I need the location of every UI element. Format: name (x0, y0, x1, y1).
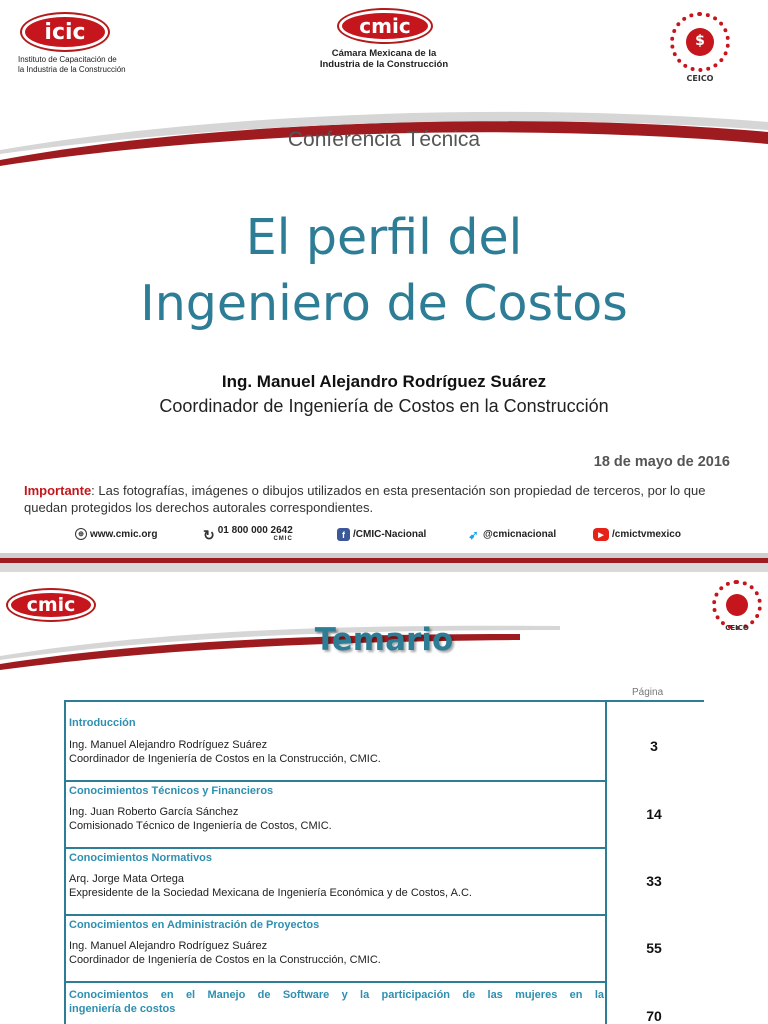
facebook-icon: f (337, 528, 350, 541)
phone-contact[interactable] (203, 526, 293, 544)
notice-label: Importante (24, 483, 92, 498)
author-role: Coordinador de Ingeniería de Costos en la Construcción (159, 396, 609, 416)
icic-logo (20, 12, 110, 52)
row-page: 33 (646, 873, 662, 889)
row-presenter: Ing. Manuel Alejandro Rodríguez Suárez (69, 739, 268, 751)
row-section: Introducción (69, 717, 136, 729)
twitter-link: @cmicnacional (483, 529, 557, 540)
row-section-line1: Conocimientos en el Manejo de Software y la participación de las mujeres en la (69, 989, 604, 1001)
table-row[interactable] (64, 700, 704, 780)
row-section-line2: ingeniería de costos (69, 1003, 176, 1015)
phone-number: 01 800 000 2642 (217, 525, 293, 536)
row-presenter: Ing. Manuel Alejandro Rodríguez Suárez (69, 940, 268, 952)
cmic-logo (337, 8, 433, 44)
presentation-date: 18 de mayo de 2016 (593, 454, 730, 470)
row-page: 3 (650, 738, 658, 754)
table-row[interactable] (64, 847, 704, 914)
table-row[interactable] (64, 780, 704, 847)
ceico-small-caption: CEICO (725, 624, 749, 632)
ceico-caption: CEICO (686, 74, 714, 83)
notice-text: : Las fotografías, imágenes o dibujos utilizados en esta presentación son propiedad de terceros, por lo que quedan protegidos los derechos autorales correspondientes. (24, 483, 706, 515)
phone-icon: ↻ (203, 526, 215, 543)
icic-caption (18, 55, 126, 75)
agenda-table (64, 700, 704, 1024)
phone-block (218, 526, 293, 544)
row-position: Expresidente de la Sociedad Mexicana de Ingeniería Económica y de Costos, A.C. (69, 887, 472, 899)
title-line1: El perfil del (245, 209, 523, 266)
conference-label: Conferencia Técnica (287, 128, 481, 151)
row-section: Conocimientos Normativos (69, 852, 213, 864)
twitter-icon: ➹ (468, 527, 479, 542)
facebook-link: /CMIC-Nacional (353, 529, 427, 540)
icic-logo-mark: icic (25, 17, 105, 47)
copyright-notice (24, 482, 746, 516)
globe-icon: ⊕ (75, 528, 87, 540)
cmic-logo-mark: cmic (342, 13, 428, 39)
row-position: Coordinador de Ingeniería de Costos en la Construcción, CMIC. (69, 954, 381, 966)
youtube-contact[interactable] (593, 528, 681, 541)
page-column-header: Página (632, 687, 664, 698)
slide-separator (0, 563, 768, 572)
ceico-seal-icon (670, 12, 730, 72)
youtube-icon: ▶ (593, 528, 609, 541)
youtube-link: /cmictvmexico (612, 529, 681, 540)
agenda-slide (0, 572, 768, 1024)
row-page: 55 (646, 940, 662, 956)
row-position: Comisionado Técnico de Ingeniería de Costos, CMIC. (69, 820, 332, 832)
row-section: Conocimientos en Administración de Proyectos (69, 919, 320, 931)
icic-caption-line2: la Industria de la Construcción (18, 65, 126, 74)
cmic-caption-line2: Industria de la Construcción (319, 59, 449, 70)
row-page: 14 (646, 806, 662, 822)
web-link: www.cmic.org (90, 528, 158, 540)
row-position: Coordinador de Ingeniería de Costos en la Construcción, CMIC. (69, 753, 381, 765)
table-row[interactable] (64, 981, 704, 1024)
cmic-caption-line1: Cámara Mexicana de la (331, 48, 437, 59)
icic-caption-line1: Instituto de Capacitación de (18, 55, 117, 64)
table-row[interactable] (64, 914, 704, 981)
agenda-title: Temario (314, 622, 454, 658)
web-contact[interactable] (75, 528, 157, 540)
title-line2: Ingeniero de Costos (140, 275, 628, 332)
row-presenter: Arq. Jorge Mata Ortega (69, 873, 184, 885)
cmic-small-mark: cmic (11, 593, 91, 617)
seal-dollar: $ (695, 33, 705, 49)
row-page: 70 (646, 1008, 662, 1024)
author-name: Ing. Manuel Alejandro Rodríguez Suárez (221, 372, 547, 391)
row-section: Conocimientos Técnicos y Financieros (69, 785, 274, 797)
facebook-contact[interactable] (337, 528, 426, 541)
cmic-caption (284, 48, 484, 70)
phone-sub: CMIC (273, 536, 293, 542)
row-presenter: Ing. Juan Roberto García Sánchez (69, 806, 239, 818)
contact-bar (75, 525, 715, 546)
twitter-contact[interactable] (467, 528, 556, 541)
